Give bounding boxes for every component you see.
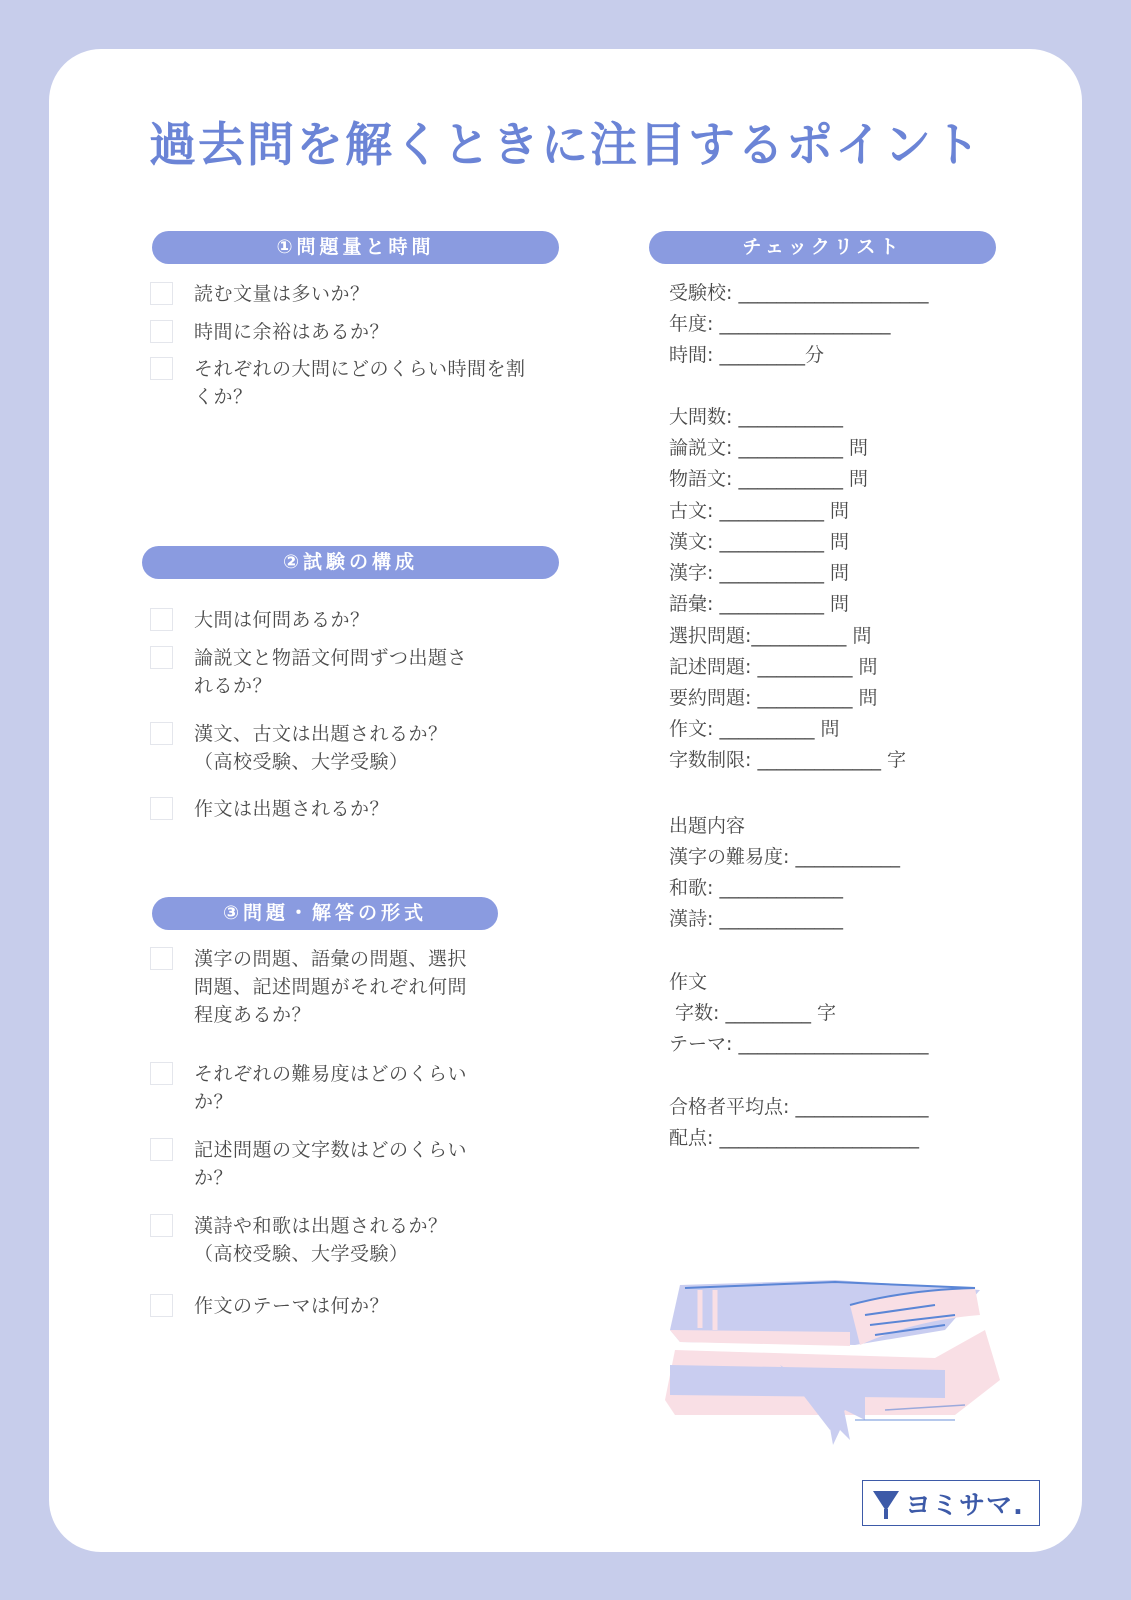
checkbox[interactable] xyxy=(150,1062,173,1085)
field-youyaku[interactable]: 要約問題: __________ 問 xyxy=(669,687,878,709)
section-1-heading: ①問題量と時間 xyxy=(152,231,559,264)
page-title: 過去問を解くときに注目するポイント xyxy=(149,118,982,173)
section-2-heading: ②試験の構成 xyxy=(142,546,559,579)
brand-logo xyxy=(862,1480,1040,1526)
field-jisuu-seigen[interactable]: 字数制限: _____________ 字 xyxy=(669,749,906,771)
field-average-score[interactable]: 合格者平均点: ______________ xyxy=(669,1096,929,1118)
field-time[interactable]: 時間: _________分 xyxy=(669,344,824,366)
field-year[interactable]: 年度: __________________ xyxy=(669,313,891,335)
field-sakubun[interactable]: 作文: __________ 問 xyxy=(669,718,840,740)
books-illustration xyxy=(655,1270,1010,1450)
checkbox[interactable] xyxy=(150,646,173,669)
checklist-item-label: 記述問題の文字数はどのくらい か？ xyxy=(194,1139,468,1189)
checklist-heading: チェックリスト xyxy=(649,231,996,264)
checklist-item-label: 論説文と物語文何問ずつ出題さ れるか？ xyxy=(194,647,468,697)
field-kanji[interactable]: 漢字: ___________ 問 xyxy=(669,562,849,584)
checklist-item-label: 漢字の問題、語彙の問題、選択 問題、記述問題がそれぞれ何問 程度あるか？ xyxy=(194,948,468,1026)
checkbox[interactable] xyxy=(150,722,173,745)
field-monogatari[interactable]: 物語文: ___________ 問 xyxy=(669,468,868,490)
field-kobun[interactable]: 古文: ___________ 問 xyxy=(669,500,849,522)
checklist-item-label: 大問は何問あるか？ xyxy=(194,609,370,631)
field-goi[interactable]: 語彙: ___________ 問 xyxy=(669,593,849,615)
field-kijutsu[interactable]: 記述問題: __________ 問 xyxy=(669,656,878,678)
field-kanshi[interactable]: 漢詩: _____________ xyxy=(669,908,843,930)
field-school[interactable]: 受験校: ____________________ xyxy=(669,282,929,304)
funnel-icon xyxy=(871,1487,901,1521)
checklist-item-label: 読む文量は多いか？ xyxy=(194,283,370,305)
field-ronsetsubun[interactable]: 論説文: ___________ 問 xyxy=(669,437,868,459)
checklist-item-label: 作文のテーマは何か？ xyxy=(194,1295,390,1317)
checkbox[interactable] xyxy=(150,357,173,380)
checklist-item-label: 漢詩や和歌は出題されるか？ （高校受験、大学受験） xyxy=(194,1215,448,1265)
field-theme[interactable]: テーマ: ____________________ xyxy=(669,1033,929,1055)
logo-text: ヨミサマ. xyxy=(905,1491,1024,1521)
checkbox[interactable] xyxy=(150,282,173,305)
checkbox[interactable] xyxy=(150,947,173,970)
checklist-item-label: 時間に余裕はあるか？ xyxy=(194,321,390,343)
subheading-content: 出題内容 xyxy=(669,815,746,837)
field-kanbun[interactable]: 漢文: ___________ 問 xyxy=(669,531,849,553)
field-kanji-difficulty[interactable]: 漢字の難易度: ___________ xyxy=(669,846,900,868)
checklist-item-label: それぞれの大問にどのくらい時間を割 くか？ xyxy=(194,358,526,408)
checkbox[interactable] xyxy=(150,1138,173,1161)
checklist-item-label: 作文は出題されるか？ xyxy=(194,798,390,820)
checkbox[interactable] xyxy=(150,608,173,631)
field-sentaku[interactable]: 選択問題:__________ 問 xyxy=(669,625,872,647)
field-waka[interactable]: 和歌: _____________ xyxy=(669,877,843,899)
field-haiten[interactable]: 配点: _____________________ xyxy=(669,1127,919,1149)
checkbox[interactable] xyxy=(150,1214,173,1237)
subheading-sakubun: 作文 xyxy=(669,971,708,993)
section-3-heading: ③問題・解答の形式 xyxy=(152,897,498,930)
checkbox[interactable] xyxy=(150,1294,173,1317)
checkbox[interactable] xyxy=(150,320,173,343)
checklist-item-label: 漢文、古文は出題されるか？ （高校受験、大学受験） xyxy=(194,723,448,773)
checkbox[interactable] xyxy=(150,797,173,820)
checklist-item-label: それぞれの難易度はどのくらい か？ xyxy=(194,1063,468,1113)
field-daimon-count[interactable]: 大問数: ___________ xyxy=(669,406,843,428)
field-sakubun-jisuu[interactable]: 字数: _________ 字 xyxy=(669,1002,837,1024)
